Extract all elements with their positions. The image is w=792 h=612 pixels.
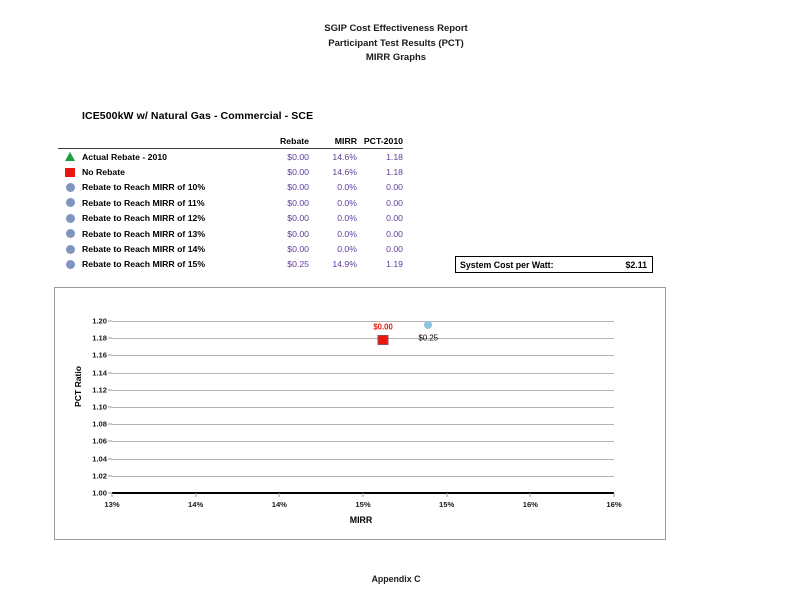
row-marker	[58, 198, 82, 207]
table-row	[58, 164, 403, 179]
row-rebate: $0.00	[287, 182, 309, 193]
y-tick-mark	[108, 389, 112, 390]
mirr-scatter-chart	[54, 287, 666, 540]
header-rebate: Rebate	[280, 136, 309, 146]
y-tick-mark	[108, 424, 112, 425]
table-header-row	[58, 134, 403, 149]
x-tick-label: 15%	[355, 500, 371, 509]
row-pct: 0.00	[386, 213, 403, 224]
blue-circle-icon	[66, 229, 75, 238]
y-tick-mark	[108, 407, 112, 408]
report-title-line-3: MIRR Graphs	[365, 52, 427, 63]
plot-area	[92, 316, 622, 509]
measure-title: ICE500kW w/ Natural Gas - Commercial - SCE	[82, 110, 314, 122]
y-tick-label: 1.00	[92, 488, 107, 498]
row-mirr: 0.0%	[337, 228, 357, 239]
row-pct: 1.19	[386, 259, 403, 270]
row-label: Rebate to Reach MIRR of 14%	[82, 244, 206, 255]
row-pct: 1.18	[386, 151, 403, 162]
y-tick-label: 1.16	[92, 350, 107, 360]
row-marker	[58, 214, 82, 223]
row-label: No Rebate	[82, 167, 125, 178]
row-label: Rebate to Reach MIRR of 12%	[82, 213, 206, 224]
summary-table	[58, 134, 403, 272]
x-axis-title: MIRR	[349, 515, 373, 525]
x-tick-label: 15%	[439, 500, 455, 509]
row-mirr: 14.9%	[332, 259, 357, 270]
y-tick-mark	[108, 321, 112, 322]
y-tick-mark	[108, 372, 112, 373]
y-axis-title: PCT Ratio	[73, 365, 83, 407]
row-pct: 0.00	[386, 244, 403, 255]
x-tick-label: 16%	[522, 500, 538, 509]
row-pct: 1.18	[386, 167, 403, 178]
row-pct: 0.00	[386, 182, 403, 193]
data-point-label: $0.25	[418, 333, 439, 343]
y-tick-label: 1.04	[92, 454, 107, 464]
table-row	[58, 149, 403, 164]
report-title-line-2: Participant Test Results (PCT)	[328, 37, 464, 49]
blue-circle-icon	[66, 245, 75, 254]
y-tick-label: 1.20	[92, 316, 107, 326]
y-tick-label: 1.06	[92, 436, 107, 446]
row-rebate: $0.00	[287, 197, 309, 208]
row-marker	[58, 229, 82, 238]
row-label: Rebate to Reach MIRR of 15%	[82, 259, 206, 270]
row-marker	[58, 245, 82, 254]
row-rebate: $0.00	[287, 228, 309, 239]
x-tick-mark	[530, 493, 531, 497]
gridline	[112, 424, 614, 425]
header-mirr: MIRR	[334, 136, 357, 146]
x-tick-mark	[363, 493, 364, 497]
row-mirr: 0.0%	[337, 182, 357, 193]
system-cost-label: System Cost per Watt:	[460, 259, 554, 270]
row-marker	[58, 260, 82, 269]
gridline	[112, 373, 614, 374]
row-label: Rebate to Reach MIRR of 11%	[82, 197, 205, 208]
row-marker	[58, 183, 82, 192]
x-tick-mark	[195, 493, 196, 497]
x-tick-mark	[614, 493, 615, 497]
row-label: Actual Rebate - 2010	[82, 151, 167, 162]
y-tick-mark	[108, 475, 112, 476]
y-tick-mark	[108, 441, 112, 442]
page-footer: Appendix C	[371, 574, 421, 584]
gridline	[112, 338, 614, 339]
y-tick-label: 1.02	[92, 471, 107, 481]
row-mirr: 14.6%	[332, 151, 357, 162]
y-tick-label: 1.14	[92, 368, 107, 378]
row-rebate: $0.00	[287, 167, 309, 178]
gridline	[112, 355, 614, 356]
green-triangle-icon	[65, 152, 75, 161]
table-row	[58, 226, 403, 241]
x-tick-mark	[446, 493, 447, 497]
row-label: Rebate to Reach MIRR of 13%	[82, 228, 206, 239]
table-row	[58, 180, 403, 195]
row-mirr: 0.0%	[337, 213, 357, 224]
gridline	[112, 441, 614, 442]
y-tick-label: 1.10	[92, 402, 107, 412]
red-square-icon	[65, 168, 75, 177]
blue-circle-icon	[66, 260, 75, 269]
y-tick-label: 1.12	[92, 385, 107, 395]
system-cost-value: $2.11	[625, 259, 647, 270]
y-tick-label: 1.18	[92, 333, 107, 343]
y-tick-mark	[108, 355, 112, 356]
data-point-label: $0.00	[373, 322, 393, 332]
row-pct: 0.00	[386, 197, 403, 208]
table-body	[58, 149, 403, 272]
table-row	[58, 241, 403, 256]
gridline	[112, 321, 614, 322]
blue-circle-icon	[66, 183, 75, 192]
row-mirr: 14.6%	[332, 167, 357, 178]
table-row	[58, 195, 403, 210]
row-rebate: $0.25	[287, 259, 309, 270]
x-tick-label: 14%	[271, 500, 287, 509]
y-tick-mark	[108, 458, 112, 459]
x-tick-mark	[112, 493, 113, 497]
blue-circle-icon	[66, 198, 75, 207]
x-tick-label: 16%	[606, 500, 622, 509]
y-tick-label: 1.08	[92, 419, 107, 429]
row-rebate: $0.00	[287, 151, 309, 162]
row-pct: 0.00	[386, 228, 403, 239]
header-pct: PCT-2010	[363, 136, 403, 146]
row-mirr: 0.0%	[337, 197, 357, 208]
data-point-square	[378, 335, 389, 345]
blue-circle-icon	[66, 214, 75, 223]
row-rebate: $0.00	[287, 244, 309, 255]
table-row	[58, 257, 403, 272]
gridline	[112, 390, 614, 391]
report-title-line-1: SGIP Cost Effectiveness Report	[324, 23, 468, 34]
gridline	[112, 407, 614, 408]
data-point-circle	[424, 321, 432, 329]
row-marker	[58, 152, 82, 161]
x-tick-mark	[279, 493, 280, 497]
x-tick-label: 14%	[188, 500, 204, 509]
table-row	[58, 211, 403, 226]
y-tick-mark	[108, 338, 112, 339]
gridline	[112, 476, 614, 477]
x-tick-label: 13%	[104, 500, 120, 509]
row-marker	[58, 168, 82, 177]
row-mirr: 0.0%	[337, 244, 357, 255]
row-label: Rebate to Reach MIRR of 10%	[82, 182, 206, 193]
report-header	[0, 22, 792, 66]
gridline	[112, 459, 614, 460]
system-cost-per-watt-box	[455, 256, 653, 273]
row-rebate: $0.00	[287, 213, 309, 224]
